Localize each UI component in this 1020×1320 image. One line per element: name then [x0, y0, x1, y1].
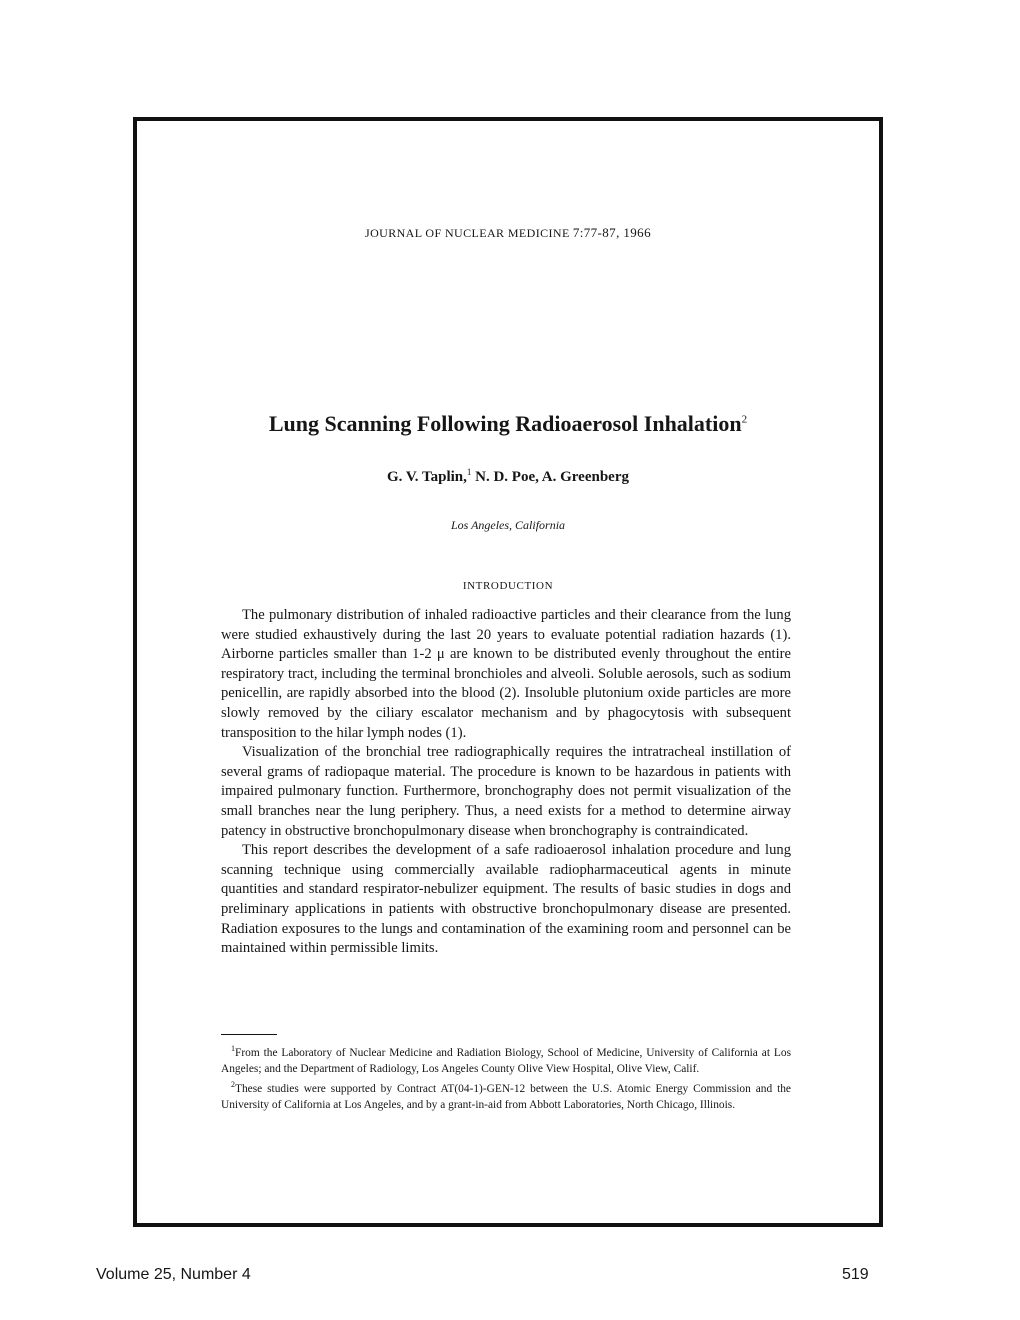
footnote-mark: 2: [231, 1080, 235, 1090]
issue-info: Volume 25, Number 4: [96, 1266, 251, 1283]
author-taplin: G. V. Taplin,: [386, 469, 467, 485]
section-heading: INTRODUCTION: [462, 580, 554, 592]
author-list: [137, 467, 879, 486]
footnote-text: From the Laboratory of Nuclear Medicine and Radiation Biology, School of Medicine, University of California at Los Angeles; and the Department of Radiology, Los Angeles County Olive View Hospital, Olive View, Calif.: [221, 1046, 791, 1075]
footnote-divider: [221, 1034, 277, 1035]
footnote: [221, 1077, 791, 1113]
journal-citation: [137, 225, 879, 241]
paragraph: The pulmonary distribution of inhaled radioactive particles and their clearance from the lung were studied exhaustively during the last 20 years to evaluate potential radiation hazards (1). Airborne particles smaller than 1-2 μ are known to be distributed evenly throughout the entire respiratory tract, including the terminal bronchioles and alveoli. Soluble aerosols, such as sodium penicellin, are rapidly absorbed into the blood (2). Insoluble plutonium oxide particles are more slowly removed by the ciliary escalator mechanism and by phagocytosis with subsequent transposition to the hilar lymph nodes (1).: [221, 607, 791, 741]
reprint-frame: [133, 117, 883, 1227]
paragraph: This report describes the development of a safe radioaerosol inhalation procedure and lung scanning technique using commercially available radiopharmaceutical agents in minute quantities and standard respirator-nebulizer equipment. The results of basic studies in dogs and preliminary applications in patients with obstructive bronchopulmonary disease are presented. Radiation exposures to the lungs and contamination of the examining room and personnel can be maintained within permissible limits.: [221, 842, 791, 957]
footnote-mark: 1: [231, 1044, 235, 1053]
page-number: 519: [842, 1266, 869, 1283]
affiliation: Los Angeles, California: [450, 518, 566, 532]
author-footnote-mark: 1: [466, 467, 472, 477]
article-title: [137, 411, 879, 437]
title-footnote-mark: 2: [741, 413, 748, 426]
paragraph: Visualization of the bronchial tree radiographically requires the intratracheal instillation of several grams of radiopaque material. The procedure is known to be hazardous in patients with impaired pulmonary function. Furthermore, bronchography does not permit visualization of the small branches near the lung periphery. Thus, a need exists for a method to determine airway patency in obstructive bronchopulmonary disease when bronchography is contraindicated.: [221, 744, 791, 839]
journal-volume-pages: 7:77-87, 1966: [572, 225, 651, 240]
footnote: [221, 1041, 791, 1077]
introduction-body: [221, 606, 791, 959]
author-others: N. D. Poe, A. Greenberg: [475, 469, 630, 485]
journal-name: JOURNAL OF NUCLEAR MEDICINE: [365, 226, 570, 240]
footnote-text: These studies were supported by Contract AT(04-1)-GEN-12 between the U.S. Atomic Energy Commission and the University of California at Los Angeles, and by a grant-in-aid from Abbott Laboratories, North Chicago, Illinois.: [221, 1083, 791, 1112]
footnotes: [221, 1041, 791, 1113]
article-title-text: Lung Scanning Following Radioaerosol Inhalation: [268, 411, 742, 436]
